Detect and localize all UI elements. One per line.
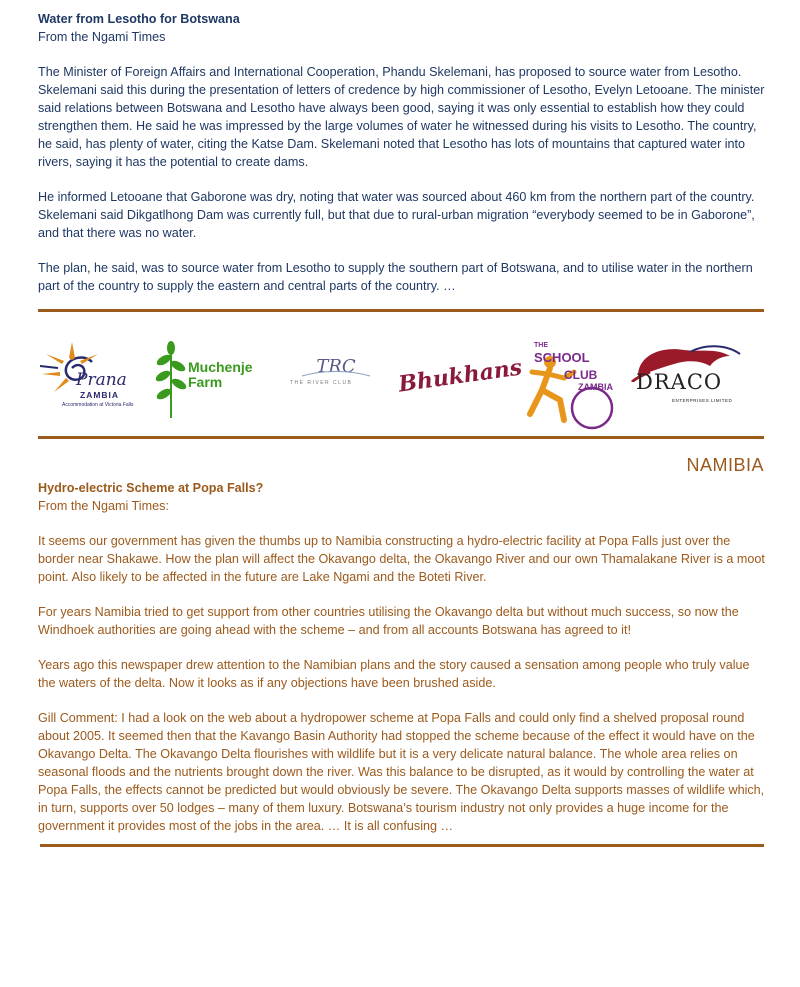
article-popa-falls (38, 479, 768, 852)
divider-rule (38, 436, 764, 439)
muchenje-logo (154, 340, 270, 420)
sponsor-banner (38, 320, 764, 430)
section-label: NAMIBIA (686, 455, 764, 475)
article-paragraph: He informed Letooane that Gaborone was dry, noting that water was sourced about 460 km from the northern part of the country. Skelemani said Dikgatlhong Dam was currently full, but that due to rural-urban migration “everybody seemed to be in Gaborone”, and that there was no water. (38, 190, 755, 240)
river-club-mark (288, 350, 384, 380)
school-club-the: THE (534, 342, 548, 349)
article-paragraph: The Minister of Foreign Affairs and International Cooperation, Phandu Skelemani, has proposed to source water from Lesotho. Skelemani said this during the presentation of letters of credence by high commissioner of Lesotho, Evelyn Letooane. The minister said relations between Botswana and Lesotho have always been good, saying it was only essential to establish how they could strengthen them. He said he was impressed by the large volumes of water he witnessed during his visits to Lesotho. The country, he said, has plenty of water, citing the Katse Dam. Skelemani noted that Lesotho has lots of mountains that captured water into rivers, saying it has the potential to create dams. (38, 65, 765, 169)
article-paragraph: For years Namibia tried to get support from other countries utilising the Okavango delta but without much success, so now the Windhoek authorities are going ahead with the scheme – and from all accounts Botswana has agreed to it! (38, 605, 739, 637)
muchenje-line2: Farm (188, 374, 223, 390)
article-paragraph: It seems our government has given the thumbs up to Namibia constructing a hydro-electric facility at Popa Falls just over the border near Shakawe. How the plan will affect the Okavango delta, the Okavango River and our own Thamalakane River is a moot point. Also likely to be affected in the future are Lake Ngami and the Boteti River. (38, 534, 765, 584)
draco-logo (630, 342, 764, 412)
prana-name: Prana (76, 370, 127, 390)
article-source: From the Ngami Times (38, 30, 166, 44)
leaf-icon (154, 340, 188, 420)
muchenje-name (188, 360, 253, 390)
article-paragraph: Years ago this newspaper drew attention to the Namibian plans and the story caused a sensation among people who truly value the waters of the delta. Now it looks as if any objections have been brushed aside. (38, 658, 750, 690)
river-club-logo (288, 350, 384, 410)
article-headline: Hydro-electric Scheme at Popa Falls? (38, 481, 264, 495)
article-paragraph: Gill Comment: I had a look on the web about a hydropower scheme at Popa Falls and could only find a shelved proposal round about 2005. It seemed then that the Kavango Basin Authority had stopped the scheme because of the effect it would have on the Okavango Delta. The Okavango Delta flourishes with wildlife but it is a very delicate natural balance. The whole area relies on seasonal floods and the nutrients brought down the river. Was this balance to be disrupted, as it would by controlling the water at Popa Falls, the effects cannot be predicted but would obviously be severe. The Okavango Delta supports masses of wildlife which, in turn, supports over 50 lodges – many of them luxury. Botswana’s tourism industry not only provides a huge income for the government it provides most of the jobs in the area. … It is all confusing … (38, 711, 765, 833)
prana-sub: ZAMBIA (80, 390, 120, 400)
school-club-zambia: ZAMBIA (578, 382, 613, 392)
draco-tagline: ENTERPRISES LIMITED (672, 398, 733, 403)
article-water-from-lesotho (38, 10, 768, 312)
muchenje-line1: Muchenje (188, 359, 253, 375)
article-headline: Water from Lesotho for Botswana (38, 12, 240, 26)
river-club-monogram: TRC (316, 356, 356, 377)
school-club-school: SCHOOL (534, 350, 590, 365)
article-source: From the Ngami Times: (38, 499, 169, 513)
bhukhans-logo (396, 354, 524, 405)
divider-rule (40, 844, 764, 847)
bhukhans-name: Bhukhans (396, 354, 524, 398)
school-club-club: CLUB (564, 368, 598, 382)
draco-name: DRACO (636, 370, 723, 394)
school-club-logo (512, 328, 632, 432)
prana-tagline: Accommodation at Victoria Falls (62, 402, 134, 408)
prana-logo (38, 340, 150, 418)
article-paragraph: The plan, he said, was to source water from Lesotho to supply the southern part of Botswana, and to utilise water in the northern part of the country to supply the eastern and central parts of the country. … (38, 261, 753, 293)
divider-rule (38, 309, 764, 312)
river-club-name: THE RIVER CLUB (290, 380, 353, 386)
